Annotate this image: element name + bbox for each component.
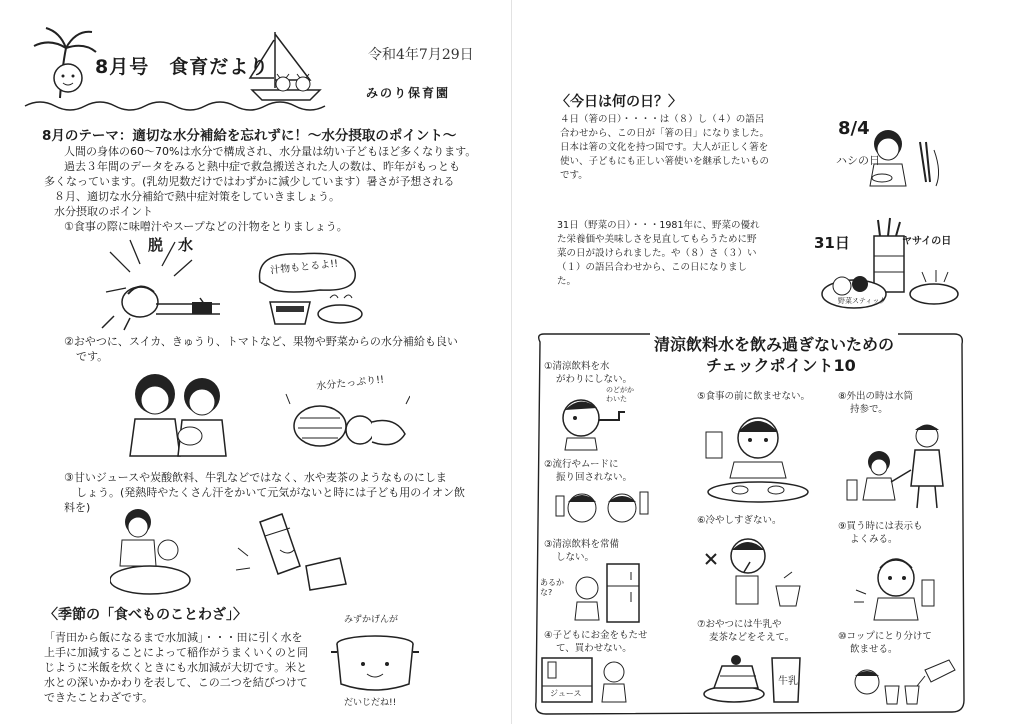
check-item-line: ⑦おやつには牛乳や <box>697 619 782 630</box>
check-item-line: ③清涼飲料を常備 <box>544 539 620 550</box>
yasai-line: （１）の語呂合わせから、この日になりまし <box>557 262 748 273</box>
issue-date: 令和4年7月29日 <box>368 47 474 63</box>
proverb-body <box>44 630 308 705</box>
point-3-line: しょう。(発熱時やたくさん汗をかいて元気がないと時には子ども用のイオン飲 <box>76 486 465 499</box>
yasai-line: た栄養価や美味しさを見直してもらうために野 <box>557 234 757 245</box>
cold-drink-illustration <box>700 532 810 612</box>
check-item-10 <box>838 630 932 656</box>
drink-illustration <box>110 506 350 596</box>
proverb-heading: 〈季節の「食べものことわざ」〉 <box>44 607 247 623</box>
yasai-line: た。 <box>557 276 577 287</box>
check-item-line: しない。 <box>556 552 595 563</box>
intro-line: ８月、適切な水分補給で熱中症対策をしていきましょう。 <box>54 190 340 203</box>
check-item-line: 持参で。 <box>850 404 888 415</box>
point-3-line: ③甘いジュースや炭酸飲料、牛乳などではなく、水や麦茶のようなものにしま <box>64 471 447 484</box>
yasai-date: 31日 <box>814 234 850 252</box>
point-2-line: ②おやつに、スイカ、きゅうり、トマトなど、果物や野菜からの水分補給も良い <box>64 335 458 348</box>
proverb-line: 上手に加減することによって稲作がうまくいくのと同 <box>44 646 308 659</box>
proverb-line: 「青田から飯になるまで水加減」・・・田に引く水を <box>44 631 303 644</box>
check-item-line: ⑨買う時には表示も <box>838 521 923 532</box>
yasai-illustration <box>812 216 962 316</box>
theme-heading: 8月のテーマ：適切な水分補給を忘れずに！～水分摂取のポイント～ <box>42 128 457 144</box>
checklist-title-2: チェックポイント10 <box>706 356 856 375</box>
juice-label: ジュース <box>550 689 582 698</box>
check-item-line: がわりにしない。 <box>556 374 633 385</box>
ask-text: あるかな? <box>540 578 564 597</box>
pot-bottom-text: だいじだね!! <box>344 698 397 708</box>
check-item-5 <box>697 390 810 403</box>
outing-illustration <box>845 420 960 510</box>
check-item-4 <box>544 629 648 655</box>
check-item-line: 麦茶などをそえて。 <box>709 632 795 643</box>
yasai-label: ヤサイの日 <box>902 236 952 247</box>
hashi-label: ハシの日 <box>836 154 880 167</box>
cup-pour-illustration <box>845 656 960 708</box>
hashi-paragraph <box>560 113 769 183</box>
rice-pot-illustration <box>325 622 425 704</box>
center-fold <box>511 0 512 724</box>
page-title: 8月号 食育だより <box>95 56 270 78</box>
trend-kids-illustration <box>548 486 658 532</box>
point-1: ①食事の際に味噌汁やスープなどの汁物をとりましょう。 <box>64 220 348 233</box>
check-item-3 <box>544 538 619 564</box>
check-item-1 <box>544 360 632 386</box>
check-item-line: よくみる。 <box>850 534 898 545</box>
check-item-line: 飲ませる。 <box>850 644 898 655</box>
today-heading: 〈今日は何の日？〉 <box>556 94 682 110</box>
nodo-text: のどがかわいた <box>606 386 634 403</box>
yasai-line: 31日（野菜の日）・・・1981年に、野菜の優れ <box>557 220 760 231</box>
intro-line: 水分摂取のポイント <box>54 205 153 218</box>
check-item-line: ②流行やムードに <box>544 459 619 470</box>
proverb-line: 水との深いかかわりを表して、この二つを結びつけて <box>44 676 308 689</box>
hashi-line: 合わせから、この日が「箸の日」になりました。 <box>560 128 770 139</box>
check-item-line: て、買わせない。 <box>556 643 632 654</box>
point-2 <box>64 334 458 364</box>
dehydration-illustration <box>100 232 370 332</box>
check-item-line: ⑥冷やしすぎない。 <box>697 515 782 526</box>
meal-girl-illustration <box>700 406 810 506</box>
fridge-kid-illustration <box>565 562 645 624</box>
proverb-line: じように米飯を炊くときにも水加減が大切です。米と <box>44 661 308 674</box>
fruit-bubble-text: 水分たっぷり!! <box>315 374 385 393</box>
check-item-line: ④子どもにお金をもたせ <box>544 630 648 641</box>
check-item-7 <box>697 618 794 644</box>
check-item-line: ⑩コップにとり分けて <box>838 631 932 642</box>
proverb-line: できたことわざです。 <box>44 691 154 704</box>
pot-top-text: みずかげんが <box>344 615 399 625</box>
hashi-line: ４日（箸の日）・・・・は（８）し（４）の語呂 <box>560 114 765 125</box>
label-check-illustration <box>848 550 958 622</box>
soup-bubble-text: 汁物もとるよ!! <box>269 258 339 277</box>
intro-line: 人間の身体の60～70%は水分で構成され、水分量は幼い子どもほど多くなります。 <box>64 145 477 158</box>
hashi-line: です。 <box>560 170 588 181</box>
hashi-line: 日本は箸の文化を持つ国です。大人が正しく箸を <box>560 142 769 153</box>
check-item-8 <box>838 390 913 416</box>
yasai-tag: 野菜スティック <box>838 297 887 305</box>
check-item-2 <box>544 458 632 484</box>
milk-label: 牛乳 <box>778 676 798 687</box>
yasai-paragraph <box>557 219 760 289</box>
theme-intro <box>44 144 476 234</box>
check-item-9 <box>838 520 923 546</box>
check-item-line: ⑤食事の前に飲ませない。 <box>697 391 811 402</box>
point-2-line: です。 <box>76 350 109 363</box>
point-3-line: 料を) <box>64 501 91 514</box>
intro-line: 多くなっています。(乳幼児数だけではわずかに減少しています）暑さが予想される <box>44 175 455 188</box>
check-item-6 <box>697 514 782 527</box>
intro-line: 過去３年間のデータをみると熱中症で救急搬送された人の数は、昨年がもっとも <box>64 160 460 173</box>
check-item-line: ⑧外出の時は水筒 <box>838 391 914 402</box>
yasai-line: 菜の日が設けられました。や（８）さ（３）い <box>557 248 757 259</box>
dehydration-label: 脱 水 <box>148 236 194 254</box>
checklist-title-1: 清涼飲料水を飲み過ぎないための <box>650 332 898 355</box>
check-item-line: 振り回されない。 <box>556 472 633 483</box>
hashi-date: 8/4 <box>838 118 870 139</box>
school-name: みのり保育園 <box>366 86 451 100</box>
check-item-line: ①清涼飲料を水 <box>544 361 610 372</box>
hashi-line: 使い、子どもにも正しい箸使いを継承したいもの <box>560 156 770 167</box>
